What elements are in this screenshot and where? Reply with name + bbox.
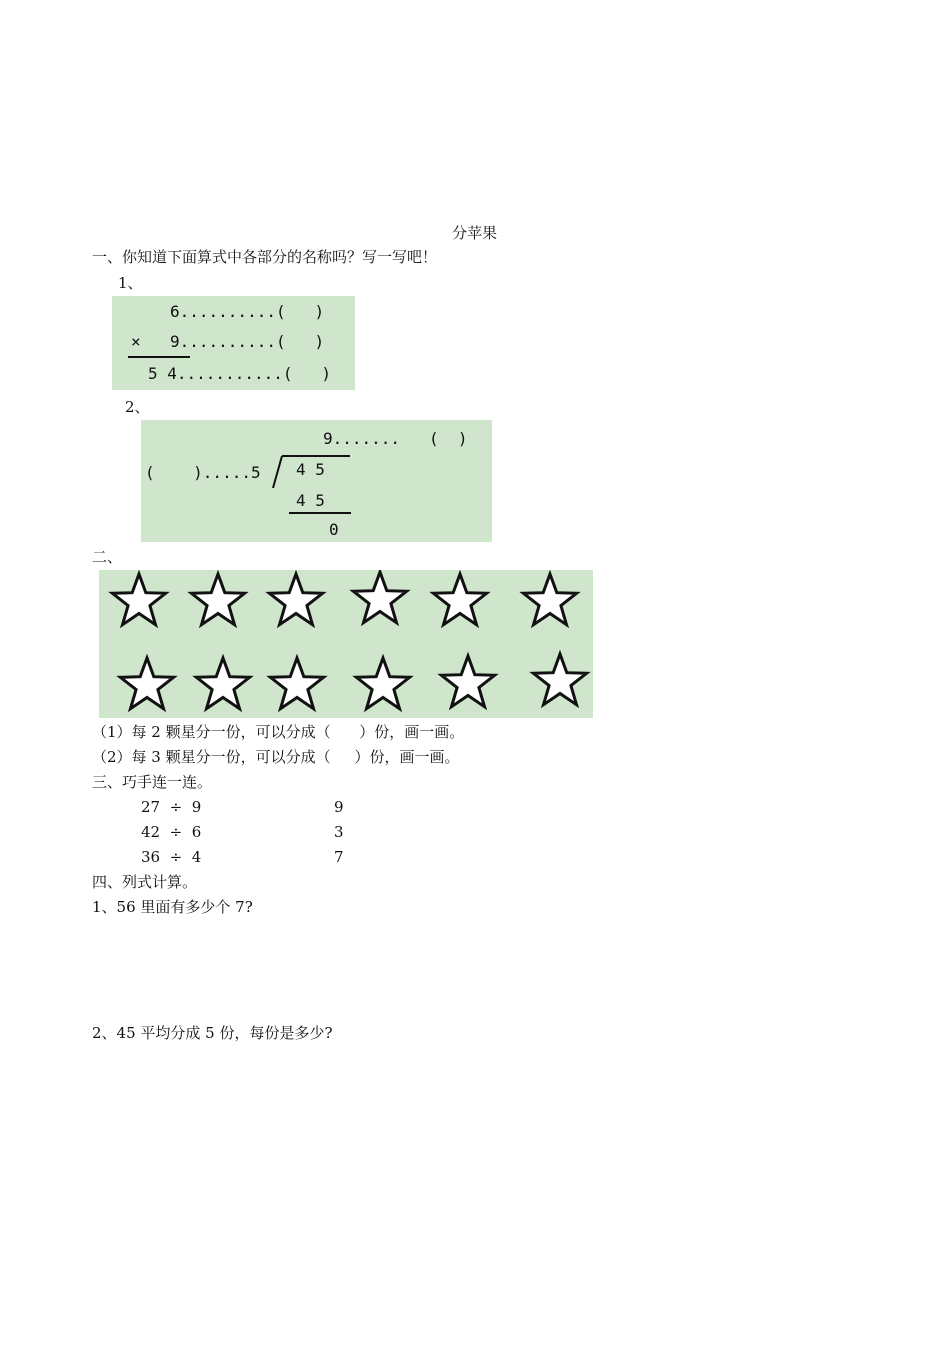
star-icon: [356, 658, 409, 709]
expression-2: 42 ÷ 6: [141, 823, 202, 841]
star-icon: [120, 658, 173, 709]
section-1-heading: 一、你知道下面算式中各部分的名称吗？写一写吧！: [92, 248, 438, 266]
divisor-line: ( ).....5: [145, 463, 261, 482]
division-rule: [289, 512, 351, 514]
star-icon: [269, 574, 322, 625]
expression-3: 36 ÷ 4: [141, 848, 202, 866]
multiplicand-line: 6..........( ): [170, 302, 325, 321]
question-2-label: 2、: [125, 398, 150, 416]
answer-2: 3: [334, 823, 344, 841]
star-icon: [433, 574, 486, 625]
stars-grid: [99, 570, 593, 718]
section-2-heading: 二、: [92, 548, 123, 566]
section-4-heading: 四、列式计算。: [92, 873, 198, 891]
star-icon: [353, 572, 406, 623]
section-2-question-2: （2）每 3 颗星分一份，可以分成（ ）份，画一画。: [92, 748, 460, 766]
dividend: 4 5: [296, 460, 325, 479]
section-2-question-1: （1）每 2 颗星分一份，可以分成（ ）份，画一画。: [92, 723, 465, 741]
partial-product: 4 5: [296, 491, 325, 510]
expression-1: 27 ÷ 9: [141, 798, 202, 816]
star-icon: [191, 574, 244, 625]
star-icon: [533, 654, 586, 705]
section-3-heading: 三、巧手连一连。: [92, 773, 213, 791]
question-1-label: 1、: [118, 274, 143, 292]
answer-3: 7: [334, 848, 344, 866]
answer-1: 9: [334, 798, 344, 816]
star-icon: [270, 658, 323, 709]
quotient-line: 9....... ( ): [323, 429, 468, 448]
star-icon: [523, 574, 576, 625]
multiplication-rule: [128, 356, 190, 358]
times-sign: ×: [131, 332, 141, 351]
star-icon: [196, 658, 249, 709]
remainder: 0: [329, 520, 339, 539]
section-4-question-2: 2、45 平均分成 5 份，每份是多少?: [92, 1024, 333, 1042]
star-icon: [441, 656, 494, 707]
star-icon: [112, 574, 165, 625]
page-title: 分苹果: [452, 224, 498, 242]
multiplier-line: 9..........( ): [170, 332, 325, 351]
product-line: 5 4...........( ): [148, 364, 332, 383]
section-4-question-1: 1、56 里面有多少个 7?: [92, 898, 253, 916]
